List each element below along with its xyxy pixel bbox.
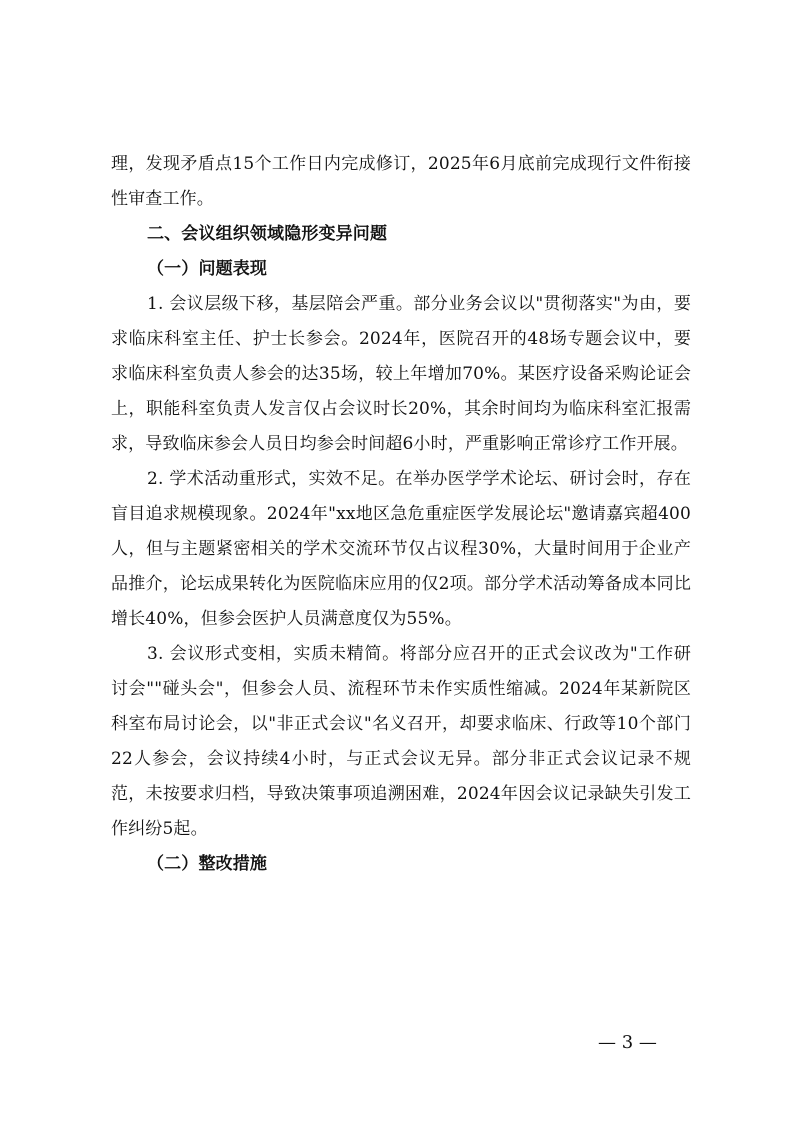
subsection-heading-problems: （一）问题表现 bbox=[147, 259, 268, 279]
item-3-paragraph: 3. 会议形式变相，实质未精简。将部分应召开的正式会议改为"工作研讨会""碰头会"，但参会人员、流程环节未作实质性缩减。2024年某新院区科室布局讨论会，以"非正式会议"名义召开，却要求临床、行政等10个部门22人参会，会议持续4小时，与正式会议无异。部分非正式会议记录不规范，未按要求归档，导致决策事项追溯困难，2024年因会议记录缺失引发工作纠纷5起。 bbox=[111, 644, 691, 839]
page-number: — 3 — bbox=[598, 1032, 657, 1053]
section-heading: 二、会议组织领域隐形变异问题 bbox=[147, 224, 388, 244]
item-2-paragraph: 2. 学术活动重形式，实效不足。在举办医学学术论坛、研讨会时，存在盲目追求规模现象。2024年"xx地区急危重症医学发展论坛"邀请嘉宾超400人，但与主题紧密相关的学术交流环节仅占议程30%，大量时间用于企业产品推介，论坛成果转化为医院临床应用的仅2项。部分学术活动筹备成本同比增长40%，但参会医护人员满意度仅为55%。 bbox=[111, 469, 691, 629]
subsection-heading-measures: （二）整改措施 bbox=[147, 854, 268, 874]
body-text bbox=[111, 147, 691, 882]
item-1-paragraph: 1. 会议层级下移，基层陪会严重。部分业务会议以"贯彻落实"为由，要求临床科室主任、护士长参会。2024年，医院召开的48场专题会议中，要求临床科室负责人参会的达35场，较上年增加70%。某医疗设备采购论证会上，职能科室负责人发言仅占会议时长20%，其余时间均为临床科室汇报需求，导致临床参会人员日均参会时间超6小时，严重影响正常诊疗工作开展。 bbox=[111, 294, 691, 454]
continuation-paragraph: 理，发现矛盾点15个工作日内完成修订，2025年6月底前完成现行文件衔接性审查工作。 bbox=[111, 154, 691, 209]
